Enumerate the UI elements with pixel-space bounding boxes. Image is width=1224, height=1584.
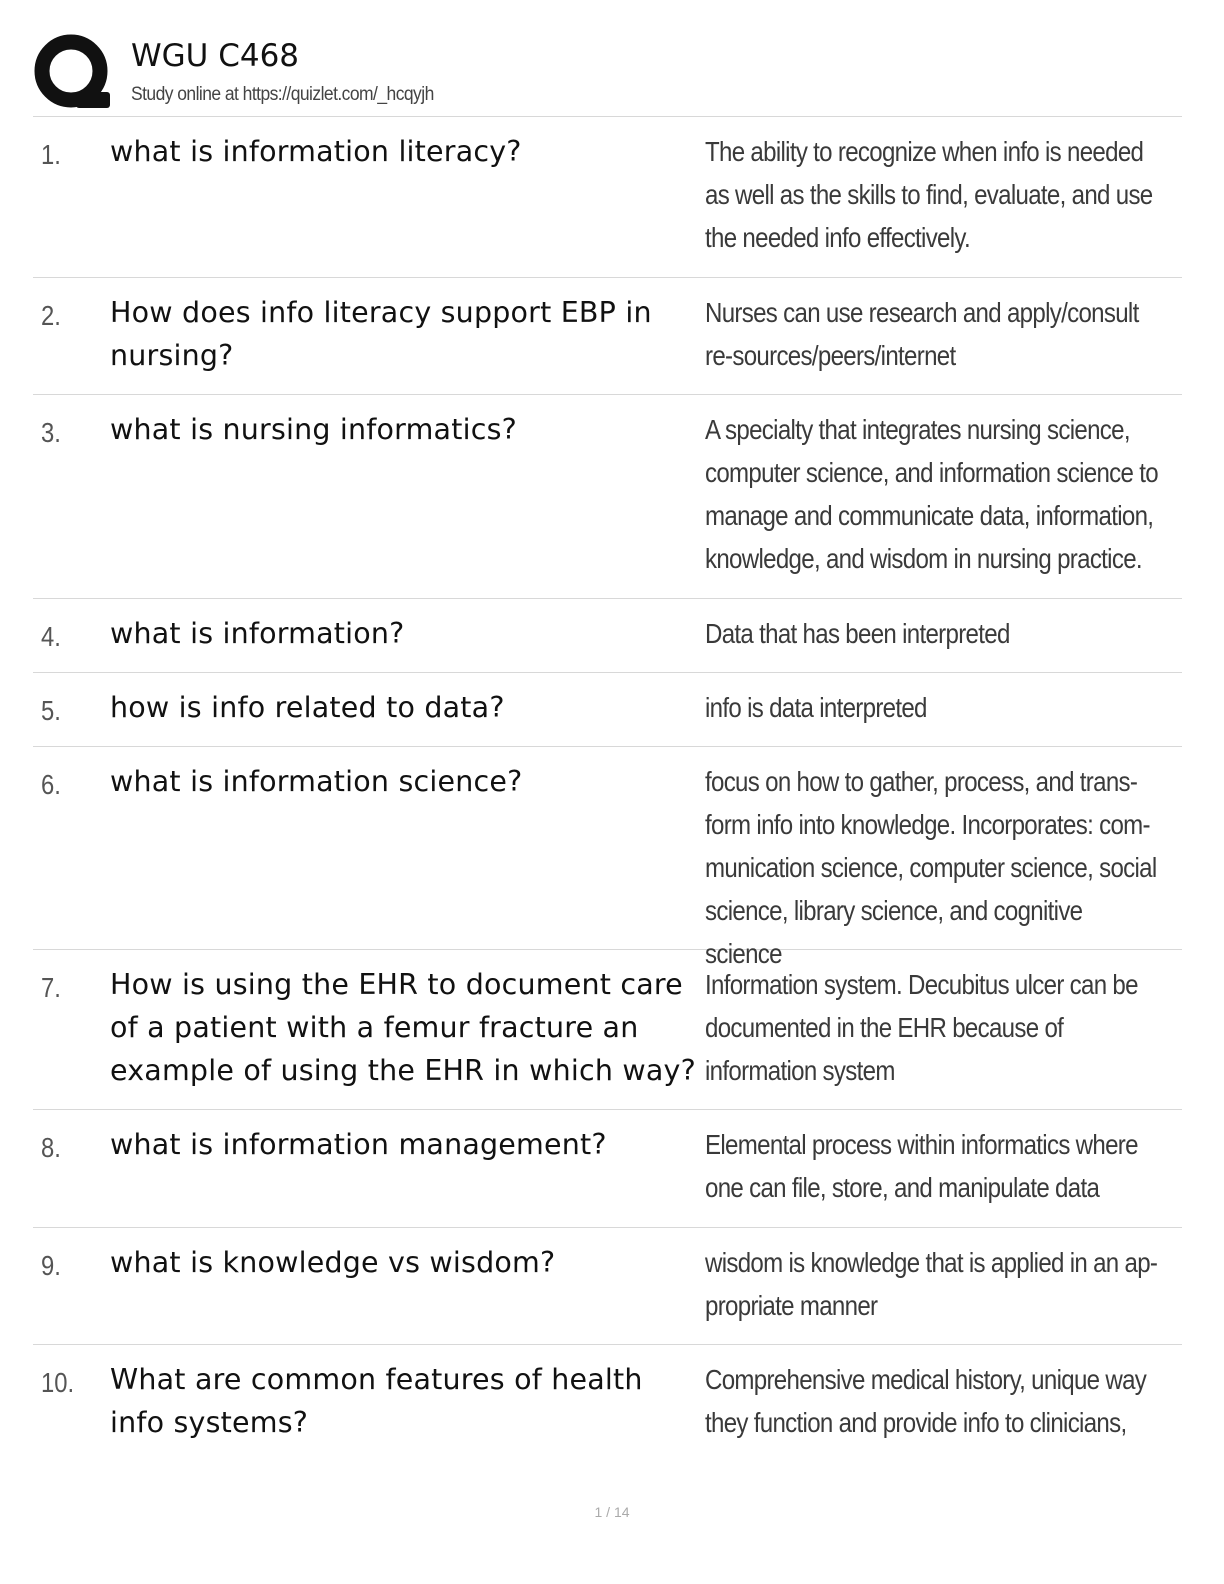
card-row	[33, 747, 1182, 969]
quizlet-q-logo-icon	[34, 34, 112, 112]
card-definition: info is data interpreted	[705, 692, 927, 723]
card-number: 8.	[41, 1132, 61, 1163]
card-number: 1.	[41, 139, 61, 170]
card-row	[33, 1110, 1182, 1228]
card-term: what is nursing informatics?	[110, 413, 517, 446]
card-definition: wisdom is knowledge that is applied in an ap-propriate manner	[705, 1247, 1158, 1321]
card-row	[33, 278, 1182, 395]
card-number: 10.	[41, 1367, 75, 1398]
card-number: 6.	[41, 769, 61, 800]
card-term: how is info related to data?	[110, 691, 505, 724]
card-row	[33, 950, 1182, 1110]
card-definition: Data that has been interpreted	[705, 618, 1010, 649]
card-term: what is information literacy?	[110, 135, 522, 168]
card-row	[33, 395, 1182, 599]
card-term: How is using the EHR to document care of a patient with a femur fracture an example of using the EHR in which way?	[110, 968, 696, 1087]
deck-subtitle: Study online at https://quizlet.com/_hcqyjh	[131, 84, 434, 105]
card-row	[33, 117, 1182, 278]
card-number: 3.	[41, 417, 61, 448]
card-term: what is information science?	[110, 765, 523, 798]
card-row	[33, 673, 1182, 747]
card-term: what is knowledge vs wisdom?	[110, 1246, 556, 1279]
card-definition: Information system. Decubitus ulcer can be documented in the EHR because of information system	[705, 969, 1138, 1086]
card-definition: Nurses can use research and apply/consult re-sources/peers/internet	[705, 297, 1139, 371]
card-definition: A specialty that integrates nursing science, computer science, and information science to manage and communicate data, information, knowledge, and wisdom in nursing practice.	[705, 414, 1158, 574]
card-term: what is information management?	[110, 1128, 607, 1161]
deck-header	[34, 34, 1184, 116]
card-definition: Comprehensive medical history, unique way they function and provide info to clinicians,	[705, 1364, 1147, 1438]
card-number: 7.	[41, 972, 61, 1003]
card-term: How does info literacy support EBP in nursing?	[110, 296, 652, 372]
card-definition: Elemental process within informatics where one can file, store, and manipulate data	[705, 1129, 1138, 1203]
card-number: 9.	[41, 1250, 61, 1281]
card-row	[33, 1345, 1182, 1455]
deck-title: WGU C468	[131, 38, 300, 74]
page-number: 1 / 14	[594, 1504, 630, 1520]
card-number: 4.	[41, 621, 61, 652]
card-number: 5.	[41, 695, 61, 726]
card-row	[33, 1228, 1182, 1345]
flashcard-list	[33, 116, 1182, 1455]
card-number: 2.	[41, 300, 61, 331]
card-row	[33, 599, 1182, 673]
card-term: What are common features of health info systems?	[110, 1363, 643, 1439]
card-definition: The ability to recognize when info is needed as well as the skills to find, evaluate, and use the needed info effectively.	[705, 136, 1153, 253]
card-term: what is information?	[110, 617, 405, 650]
card-definition: focus on how to gather, process, and trans-form info into knowledge. Incorporates: com-munication science, computer science, social science, library science, and cognitive science	[705, 766, 1157, 969]
